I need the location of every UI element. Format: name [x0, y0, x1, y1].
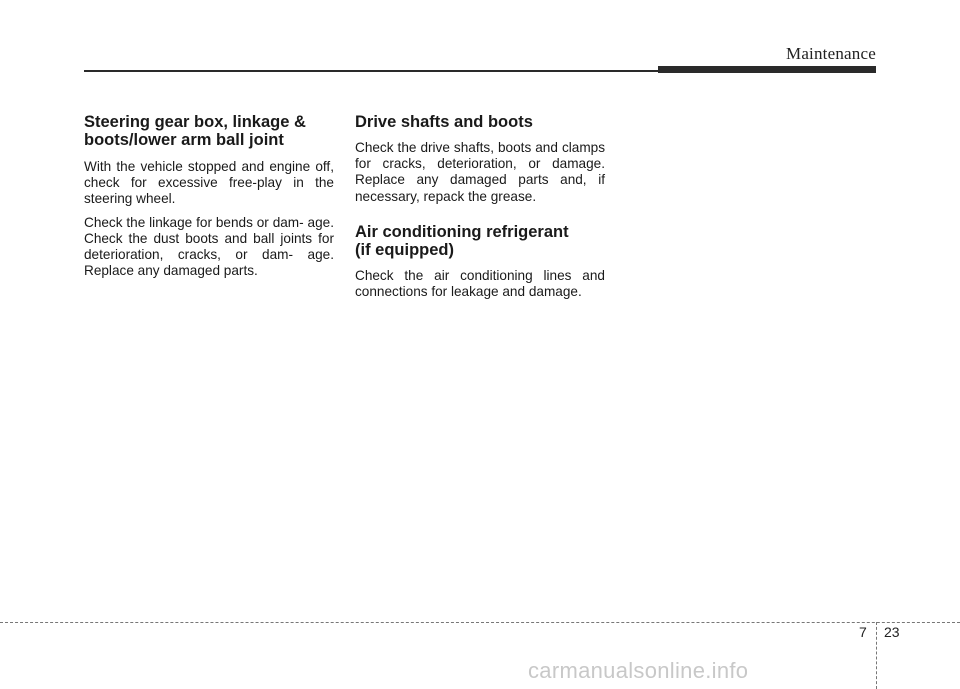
steering-heading-line2: boots/lower arm ball joint: [84, 131, 284, 149]
steering-paragraph-1: With the vehicle stopped and engine off, check for excessive free-play in the steering wheel.: [84, 159, 334, 207]
chapter-number: 7: [859, 624, 867, 640]
steering-heading-line1: Steering gear box, linkage &: [84, 113, 306, 131]
air-conditioning-paragraph: Check the air conditioning lines and connections for leakage and damage.: [355, 267, 605, 300]
right-column: [355, 113, 605, 307]
header-rule-thick: [658, 66, 876, 73]
left-column: [84, 113, 334, 286]
steering-heading: [84, 113, 334, 149]
air-conditioning-heading: [355, 223, 605, 259]
page-number: 23: [884, 624, 900, 640]
watermark: carmanualsonline.info: [528, 658, 749, 683]
drive-shafts-paragraph: Check the drive shafts, boots and clamps for cracks, deterioration, or damage. Replace any damaged parts and, if necessary, repack the grease.: [355, 140, 605, 204]
steering-paragraph-2: Check the linkage for bends or dam- age. Check the dust boots and ball joints for deterioration, cracks, or dam- age. Replace any damaged parts.: [84, 214, 334, 279]
drive-shafts-heading: Drive shafts and boots: [355, 113, 533, 131]
air-conditioning-heading-line1: Air conditioning refrigerant: [355, 222, 569, 241]
footer-divider: [876, 622, 877, 689]
header-rule-thin: [84, 70, 664, 72]
section-title: Maintenance: [786, 44, 876, 63]
air-conditioning-heading-line2: (if equipped): [355, 240, 454, 259]
footer-rule: [0, 622, 960, 623]
